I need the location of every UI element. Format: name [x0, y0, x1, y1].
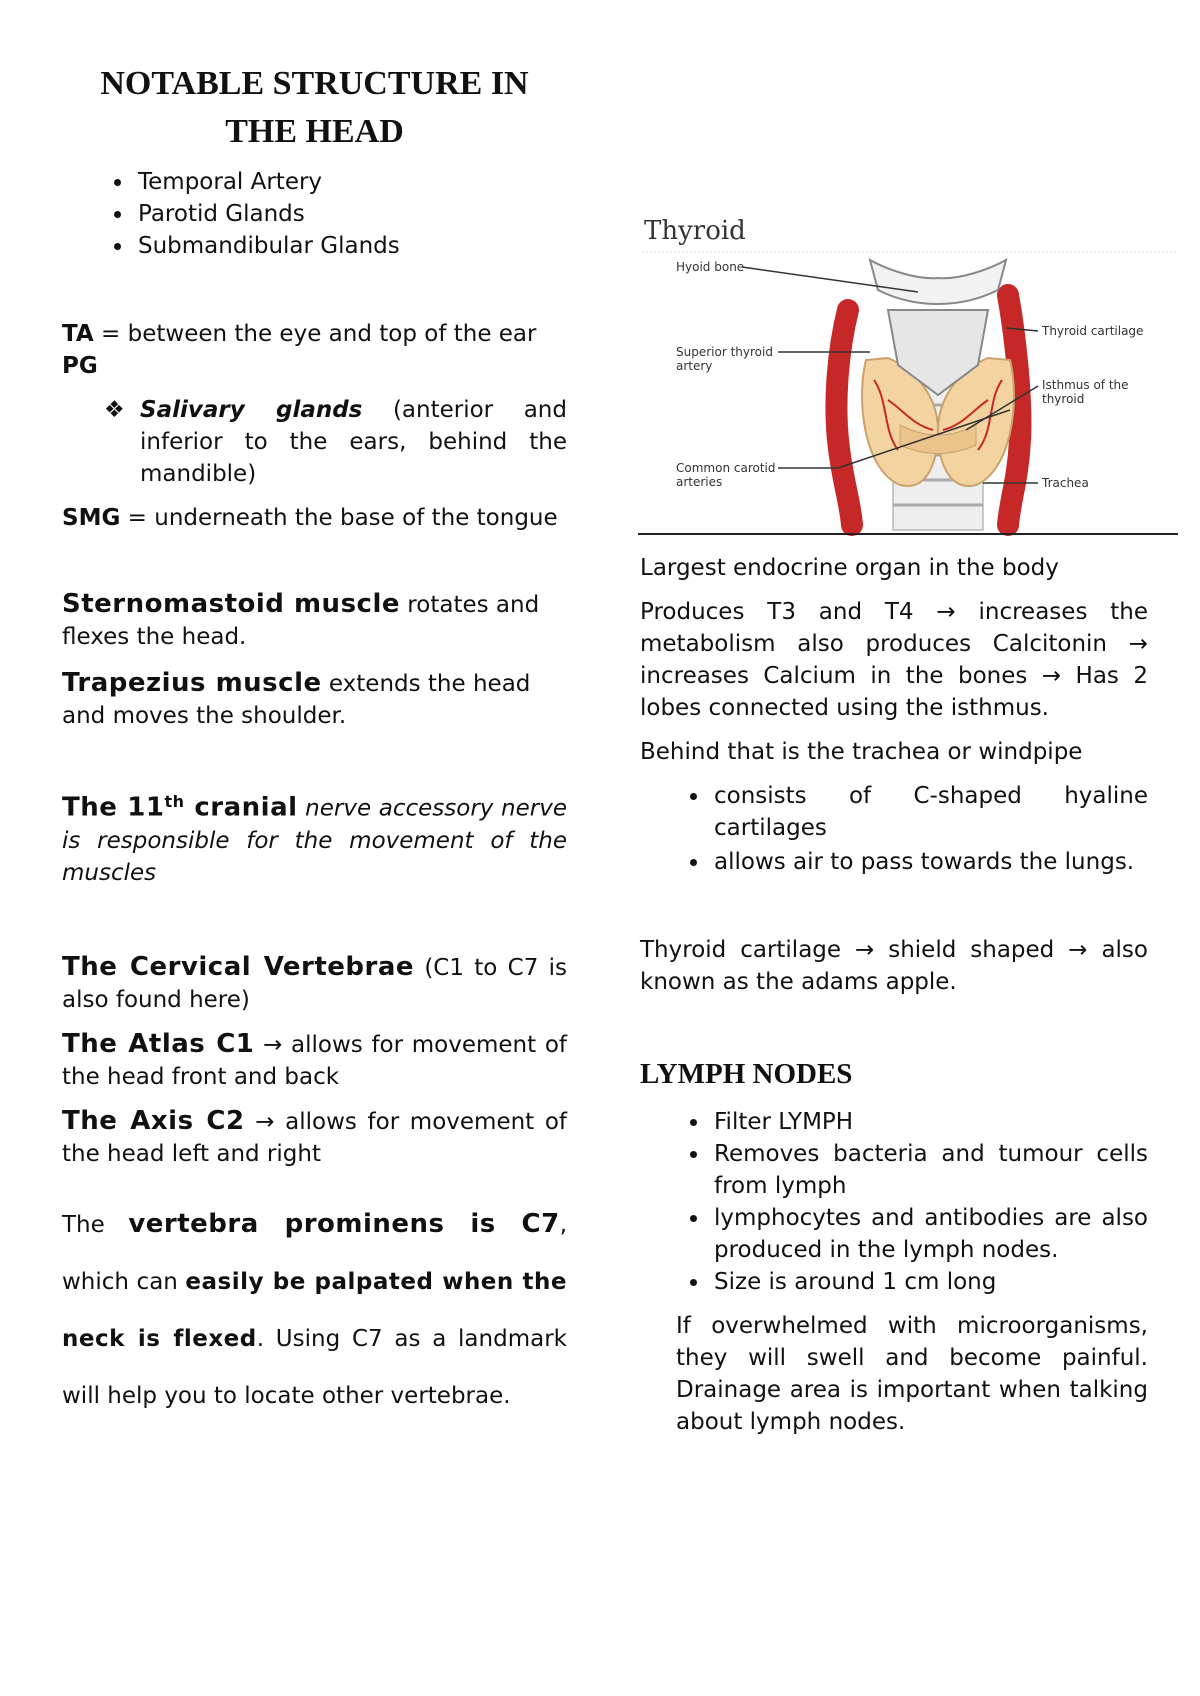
sternomastoid-para: [62, 588, 567, 653]
cervical-text: (C1 to C7 is also found here): [62, 954, 567, 1013]
ta-abbr: TA: [62, 321, 94, 347]
ta-line: [62, 318, 567, 350]
smg-text: = underneath the base of the tongue: [120, 505, 558, 531]
list-item: • Parotid Glands: [134, 198, 567, 230]
cranial-term-a: The 11: [62, 792, 165, 823]
cranial-sup: th: [164, 792, 185, 811]
list-item: • lymphocytes and antibodies are also produced in the lymph nodes.: [710, 1202, 1148, 1266]
atlas-para: [62, 1028, 567, 1093]
thyroid-para-1: Largest endocrine organ in the body: [640, 555, 1059, 581]
lymph-para: If overwhelmed with microorganisms, they will swell and become painful. Drainage area is important when talking about lymph nodes.: [676, 1313, 1148, 1435]
atlas-text: → allows for movement of the head front and back: [62, 1031, 568, 1090]
axis-text: → allows for movement of the head left and right: [62, 1108, 568, 1167]
label-superior-thyroid-artery: Superior thyroid artery: [676, 345, 773, 373]
ta-text: = between the eye and top of the ear: [93, 321, 537, 347]
diamond-bullet-icon: ❖: [104, 397, 125, 423]
right-column: [640, 200, 1148, 1438]
palpation-term: easily be palpated when the neck is flexed: [62, 1268, 567, 1352]
thyroid-para-2: Produces T3 and T4 → increases the metabolism also produces Calcitonin → increases Calcium in the bones → Has 2 lobes connected using the isthmus.: [640, 599, 1148, 721]
cervical-term: The Cervical Vertebrae: [62, 951, 415, 982]
sternomastoid-term: Sternomastoid muscle: [62, 589, 400, 619]
figure-title: Thyroid: [644, 216, 746, 246]
thyroid-cartilage-para: Thyroid cartilage → shield shaped → also known as the adams apple.: [640, 937, 1148, 995]
thyroid-figure: [638, 200, 1178, 540]
list-item: • Filter LYMPH: [710, 1106, 1148, 1138]
lymph-nodes-heading: LYMPH NODES: [640, 1058, 853, 1090]
list-item: • Submandibular Glands: [134, 230, 567, 262]
salivary-glands-term: Salivary glands: [140, 397, 363, 423]
axis-term: The Axis C2: [62, 1105, 245, 1136]
label-trachea: Trachea: [1042, 476, 1089, 490]
cervical-para: [62, 951, 567, 1016]
salivary-bullet: [62, 394, 567, 490]
list-item: • Removes bacteria and tumour cells from lymph: [710, 1138, 1148, 1202]
trapezius-term: Trapezius muscle: [62, 668, 322, 698]
prominens-text-3: . Using C7 as a landmark will help you to locate other vertebrae.: [62, 1325, 567, 1409]
salivary-glands-text: (anterior and inferior to the ears, behind the mandible): [140, 397, 567, 487]
atlas-term: The Atlas C1: [62, 1028, 255, 1059]
cranial-nerve-para: [62, 786, 567, 889]
trapezius-text: extends the head and moves the shoulder.: [62, 671, 531, 729]
trapezius-para: [62, 667, 567, 732]
label-isthmus: Isthmus of the thyroid: [1042, 378, 1129, 406]
label-thyroid-cartilage: Thyroid cartilage: [1042, 324, 1144, 338]
pg-line: [62, 350, 567, 382]
list-item: • allows air to pass towards the lungs.: [710, 846, 1148, 878]
prominens-term: vertebra prominens is C7: [128, 1208, 560, 1239]
label-hyoid-bone: Hyoid bone: [676, 260, 745, 274]
cranial-term-b: cranial: [184, 792, 298, 823]
list-item: • Size is around 1 cm long: [710, 1266, 1148, 1298]
smg-abbr: SMG: [62, 505, 121, 531]
lymph-list: [640, 1106, 1148, 1298]
pg-abbr: PG: [62, 353, 98, 379]
smg-line: [62, 502, 567, 534]
prominens-text-1: The: [62, 1211, 129, 1238]
left-column: [62, 60, 567, 1425]
head-structures-list: [62, 166, 567, 262]
title-line-1: NOTABLE STRUCTURE IN: [100, 65, 529, 102]
prominens-text-2: , which can: [62, 1211, 567, 1295]
axis-para: [62, 1105, 567, 1170]
title-line-2: THE HEAD: [225, 113, 404, 150]
prominens-para: [62, 1196, 567, 1425]
list-item: • Temporal Artery: [134, 166, 567, 198]
trachea-list: [640, 780, 1148, 878]
cranial-nerve-text: nerve accessory nerve is responsible for the movement of the muscles: [62, 795, 567, 886]
thyroid-para-3: Behind that is the trachea or windpipe: [640, 739, 1083, 765]
label-common-carotid: Common carotid arteries: [676, 461, 776, 489]
list-item: • consists of C-shaped hyaline cartilages: [710, 780, 1148, 844]
sternomastoid-text: rotates and flexes the head.: [62, 592, 540, 650]
page-title: [62, 60, 567, 156]
